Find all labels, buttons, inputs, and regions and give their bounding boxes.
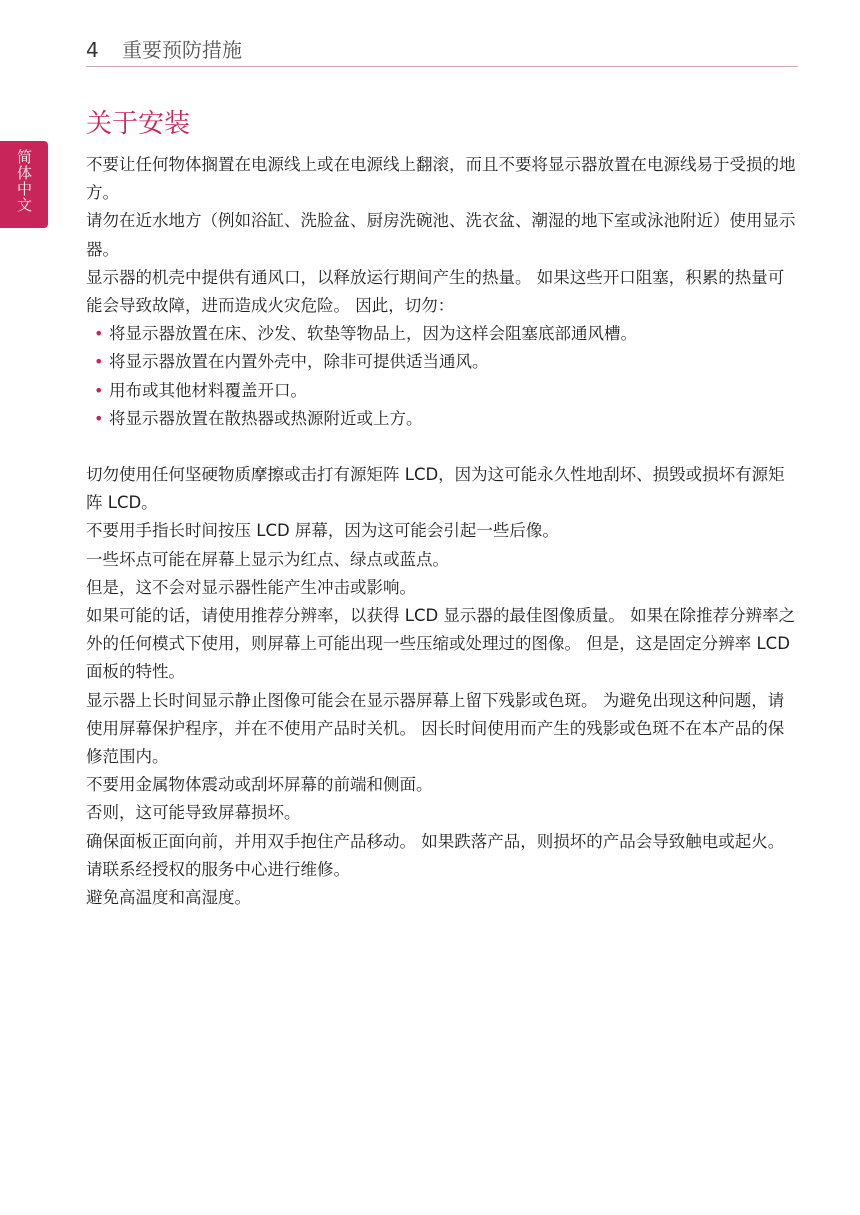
page-number: 4 [86,38,99,62]
paragraph: 避免高温度和高湿度。 [86,888,251,908]
paragraph: 确保面板正面向前，并用双手抱住产品移动。 如果跌落产品，则损坏的产品会导致触电或起火。 请联系经授权的服务中心进行维修。 [86,831,785,879]
bullet-text: 将显示器放置在散热器或热源附近或上方。 [109,408,423,428]
bullet-item [86,377,798,405]
paragraph: 一些坏点可能在屏幕上显示为红点、绿点或蓝点。 [86,549,449,569]
paragraph: 请勿在近水地方（例如浴缸、洗脸盆、厨房洗碗池、洗衣盆、潮湿的地下室或泳池附近）使用显示器。 [86,211,796,259]
paragraph: 如果可能的话，请使用推荐分辨率，以获得 LCD 显示器的最佳图像质量。 如果在除推荐分辨率之外的任何模式下使用，则屏幕上可能出现一些压缩或处理过的图像。 但是，这是固定分辨率 LCD 面板的特性。 [86,606,796,682]
bullet-dot-icon: • [94,408,104,428]
bullet-item [86,348,798,376]
page-header [86,36,798,67]
bullet-item [86,320,798,348]
paragraph: 否则，这可能导致屏幕损坏。 [86,803,301,823]
paragraph-spacer [86,433,798,461]
paragraph: 切勿使用任何坚硬物质摩擦或击打有源矩阵 LCD，因为这可能永久性地刮坏、损毁或损坏有源矩阵 LCD。 [86,465,785,513]
bullet-text: 将显示器放置在内置外壳中，除非可提供适当通风。 [109,352,489,372]
bullet-list [86,320,798,433]
bullet-dot-icon: • [94,352,104,372]
paragraph: 但是，这不会对显示器性能产生冲击或影响。 [86,577,416,597]
bullet-dot-icon: • [94,324,104,344]
language-tab-label: 简体中文 [15,149,33,213]
bullet-text: 将显示器放置在床、沙发、软垫等物品上，因为这样会阻塞底部通风槽。 [109,324,637,344]
paragraph: 不要让任何物体搁置在电源线上或在电源线上翻滚，而且不要将显示器放置在电源线易于受损的地方。 [86,155,796,203]
paragraph: 不要用金属物体震动或刮坏屏幕的前端和侧面。 [86,775,433,795]
language-tab [0,141,48,228]
bullet-text: 用布或其他材料覆盖开口。 [109,380,307,400]
paragraph: 显示器上长时间显示静止图像可能会在显示器屏幕上留下残影或色斑。 为避免出现这种问题，请使用屏幕保护程序，并在不使用产品时关机。 因长时间使用而产生的残影或色斑不在本产品的保修范围内。 [86,690,785,767]
bullet-dot-icon: • [94,380,104,400]
paragraph: 显示器的机壳中提供有通风口，以释放运行期间产生的热量。 如果这些开口阻塞，积累的热量可能会导致故障，进而造成火灾危险。 因此，切勿： [86,267,785,316]
section-title: 关于安装 [86,109,191,139]
section-body [86,151,798,912]
bullet-item [86,405,798,433]
paragraph: 不要用手指长时间按压 LCD 屏幕，因为这可能会引起一些后像。 [86,521,559,541]
header-title: 重要预防措施 [122,38,242,62]
